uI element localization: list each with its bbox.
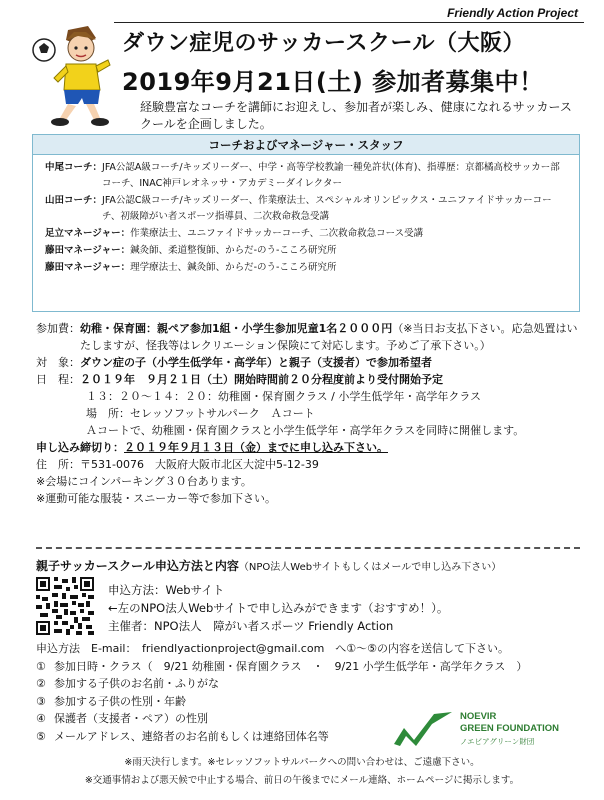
footer-note-cancellation: ※交通事情および悪天候で中止する場合、前日の午後までにメール連絡、ホームページに掲示します。 xyxy=(84,775,520,786)
date-value: ２０１９年 ９月２１日（土）開始時間前２０分程度前より受付開始予定 xyxy=(80,373,443,386)
application-title: 親子サッカースクール申込方法と内容 xyxy=(36,559,239,573)
staff-member-name: 足立マネージャー： xyxy=(45,228,131,239)
staff-member xyxy=(45,260,569,276)
fee-label: 参加費： xyxy=(36,322,80,335)
staff-member-name: 藤田マネージャー： xyxy=(45,245,131,256)
deadline-label: 申し込み締切り： xyxy=(36,441,124,454)
fee-note: （※当日お支払下さい。応急処置はいたしますが、怪我等はレクリエーション保険にて対応します。予めご了承下さい。） xyxy=(80,322,578,352)
address-label: 住 所： xyxy=(36,458,80,471)
staff-member-credentials: 理学療法士、鍼灸師、からだ-のう-こころ研究所 xyxy=(130,262,337,273)
qr-code[interactable] xyxy=(36,577,94,635)
leaf-logo-icon xyxy=(392,710,454,748)
page-title: ダウン症児のサッカースクール（大阪） xyxy=(122,31,526,56)
date-row xyxy=(36,371,584,388)
event-date-headline: 2019年9月21日(土) 参加者募集中！ xyxy=(122,68,544,96)
deadline-value: ２０１９年９月１３日（金）までに申し込み下さい。 xyxy=(124,441,388,454)
address-row xyxy=(36,456,584,473)
target-value: ダウン症の子（小学生低学年・高学年）と親子（支援者）で参加希望者 xyxy=(80,356,432,369)
target-label: 対 象： xyxy=(36,356,80,369)
sponsor-name-japanese: ノエビアグリーン財団 xyxy=(460,737,535,746)
target-row xyxy=(36,354,584,371)
web-description: ←左のNPO法人Webサイトで申し込みができます（おすすめ！）。 xyxy=(108,601,449,615)
date-label: 日 程： xyxy=(36,373,80,386)
item-text: 参加する子供の性別・年齢 xyxy=(54,694,186,708)
item-number: ③ xyxy=(36,694,46,708)
parking-note: ※会場にコインパーキング３０台あります。 xyxy=(36,475,252,488)
court-note: Ａコートで、幼稚園・保育園クラスと小学生低学年・高学年クラスを同時に開催します。 xyxy=(86,424,525,437)
application-heading xyxy=(36,557,501,574)
fee-value: 幼稚・保育園：親ペア参加1組・小学生参加児童1名２０００円 xyxy=(80,322,393,335)
soccer-player-illustration xyxy=(28,20,114,132)
staff-member-credentials: 鍼灸師、柔道整復師、からだ-のう-こころ研究所 xyxy=(130,245,337,256)
staff-member-name: 藤田マネージャー： xyxy=(45,262,131,273)
venue: 場 所：セレッソフットサルパーク Ａコート xyxy=(86,407,315,420)
staff-member-name: 山田コーチ： xyxy=(45,195,103,206)
item-number: ② xyxy=(36,677,46,690)
application-heading-note: （NPO法人Webサイトもしくはメールで申し込み下さい） xyxy=(238,562,502,573)
staff-heading: コーチおよびマネージャー・スタッフ xyxy=(33,135,579,155)
item-text: 保護者（支援者・ペア）の性別 xyxy=(54,712,208,725)
staff-member-credentials: JFA公認A級コーチ/キッズリーダー、中学・高等学校教諭一種免許状(体育)、指導歴：京都橘高校サッカー部コーチ、INAC神戸レオネッサ・アカデミーダイレクター xyxy=(102,162,560,189)
item-text: 参加する子供のお名前・ふりがな xyxy=(54,677,219,690)
fee-row xyxy=(36,320,584,354)
web-method: 申込方法：Webサイト xyxy=(108,583,225,597)
web-application xyxy=(108,581,448,635)
sponsor-name-line2: GREEN FOUNDATION xyxy=(460,723,560,734)
list-item xyxy=(36,658,596,676)
intro-text: 経験豊富なコーチを講師にお迎えし、参加者が楽しみ、健康になれるサッカースクールを企画しました。 xyxy=(140,100,572,131)
item-number: ⑤ xyxy=(36,729,46,743)
section-divider xyxy=(36,547,580,549)
organizer: 主催者：NPO法人 障がい者スポーツ Friendly Action xyxy=(108,619,394,633)
organization-tag: Friendly Action Project xyxy=(447,6,578,20)
staff-section xyxy=(32,134,580,312)
event-details xyxy=(36,320,584,507)
staff-list xyxy=(33,155,579,276)
staff-member xyxy=(45,243,569,259)
staff-member xyxy=(45,226,569,242)
deadline-row xyxy=(36,439,584,456)
sponsor-logo xyxy=(392,708,588,752)
top-divider xyxy=(114,22,584,23)
staff-member xyxy=(45,160,569,192)
item-text: 参加日時・クラス（ 9/21 幼稚園・保育園クラス ・ 9/21 小学生低学年・高学年クラス ） xyxy=(54,659,528,673)
staff-member-credentials: JFA公認C級コーチ/キッズリーダー、作業療法士、スペシャルオリンピックス・ユニファイドサッカーコーチ、初級障がい者スポーツ指導員、二次救命救急受講 xyxy=(102,195,552,222)
time-slot: １３：２０～１４：２０：幼稚園・保育園クラス / 小学生低学年・高学年クラス xyxy=(86,390,482,403)
email-instructions: 申込方法 E-mail： friendlyactionproject@gmail.com へ①～⑤の内容を送信して下さい。 xyxy=(36,642,510,655)
item-text: メールアドレス、連絡者のお名前もしくは連絡団体名等 xyxy=(54,729,329,743)
footer-note-rain: ※雨天決行します。※セレッソフットサルパークへの問い合わせは、ご遠慮下さい。 xyxy=(124,757,480,768)
staff-member-name: 中尾コーチ： xyxy=(45,162,103,173)
staff-member-credentials: 作業療法士、ユニファイドサッカーコーチ、二次救命救急コース受講 xyxy=(130,228,424,239)
item-number: ④ xyxy=(36,712,46,725)
clothing-note: ※運動可能な服装・スニーカー等で参加下さい。 xyxy=(36,492,276,505)
sponsor-name-line1: NOEVIR xyxy=(460,711,497,722)
list-item xyxy=(36,675,596,693)
item-number: ① xyxy=(36,659,46,673)
address-value: 〒531-0076 大阪府大阪市北区大淀中5-12-39 xyxy=(80,458,319,471)
staff-member xyxy=(45,193,569,225)
